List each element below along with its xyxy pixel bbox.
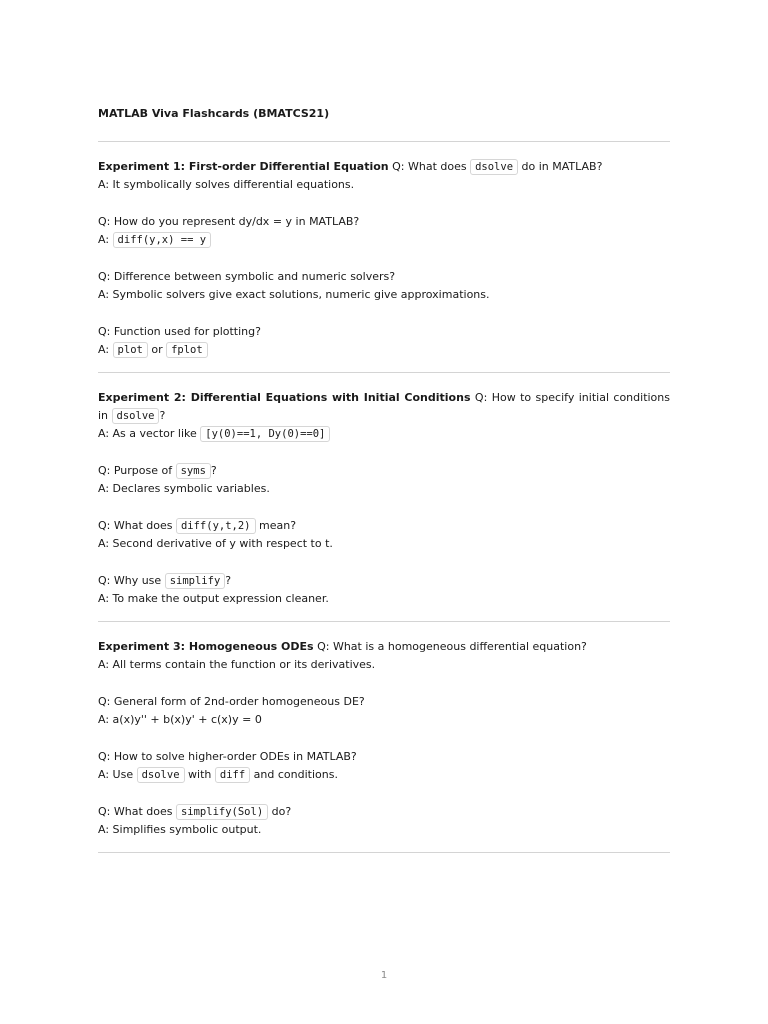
flashcard-answer: A: a(x)y'' + b(x)y' + c(x)y = 0 — [98, 713, 262, 726]
divider — [98, 141, 670, 142]
flashcard-question: Q: Why use simplify ? — [98, 574, 232, 587]
experiment-1-section — [98, 158, 670, 359]
flashcard-question: Q: General form of 2nd-order homogeneous DE? — [98, 695, 365, 708]
flashcard-question: Experiment 1: First-order Differential Equation Q: What does dsolve do in MATLAB? — [98, 160, 603, 173]
divider — [98, 621, 670, 622]
flashcard-answer: A: To make the output expression cleaner. — [98, 592, 329, 605]
inline-code: simplify — [165, 573, 226, 589]
flashcard — [98, 158, 670, 194]
flashcard — [98, 748, 670, 784]
flashcard-question: Q: What does simplify(Sol) do? — [98, 805, 292, 818]
flashcard — [98, 268, 670, 304]
divider — [98, 372, 670, 373]
inline-code: [y(0)==1, Dy(0)==0] — [200, 426, 330, 442]
experiment-2-section — [98, 389, 670, 608]
flashcard — [98, 389, 670, 443]
flashcard-answer: A: plot or fplot — [98, 341, 670, 359]
experiment-title: Experiment 2: Differential Equations with Initial Conditions — [98, 391, 471, 404]
flashcard — [98, 638, 670, 674]
experiment-title: Experiment 3: Homogeneous ODEs — [98, 640, 314, 653]
flashcard-question: Experiment 3: Homogeneous ODEs Q: What is a homogeneous differential equation? — [98, 640, 587, 653]
flashcard — [98, 213, 670, 249]
inline-code: diff(y,t,2) — [176, 518, 256, 534]
flashcard-answer: A: Simplifies symbolic output. — [98, 823, 262, 836]
flashcard-question: Q: Difference between symbolic and numeric solvers? — [98, 270, 396, 283]
divider — [98, 852, 670, 853]
flashcard — [98, 693, 670, 729]
document-title: MATLAB Viva Flashcards (BMATCS21) — [98, 107, 330, 120]
flashcard-answer: A: Second derivative of y with respect to t. — [98, 537, 333, 550]
flashcard-question: Q: Function used for plotting? — [98, 325, 261, 338]
flashcard — [98, 517, 670, 553]
flashcard — [98, 462, 670, 498]
inline-code: diff — [215, 767, 250, 783]
flashcard-answer: A: Declares symbolic variables. — [98, 482, 270, 495]
flashcard — [98, 572, 670, 608]
inline-code: simplify(Sol) — [176, 804, 268, 820]
experiment-3-section — [98, 638, 670, 839]
flashcard — [98, 323, 670, 359]
flashcard-answer: A: As a vector like [y(0)==1, Dy(0)==0] — [98, 425, 670, 443]
flashcard-question: Q: Purpose of syms ? — [98, 464, 217, 477]
flashcard-answer: A: Use dsolve with diff and conditions. — [98, 768, 338, 781]
inline-code: syms — [176, 463, 211, 479]
inline-code: plot — [113, 342, 148, 358]
flashcard-answer: A: Symbolic solvers give exact solutions, numeric give approximations. — [98, 288, 490, 301]
flashcard-question: Q: How to solve higher-order ODEs in MATLAB? — [98, 750, 357, 763]
flashcard-question: Q: How do you represent dy/dx = y in MATLAB? — [98, 215, 360, 228]
document-page — [98, 100, 670, 869]
page-number: 1 — [380, 970, 388, 981]
flashcard-answer: A: All terms contain the function or its derivatives. — [98, 658, 376, 671]
experiment-title: Experiment 1: First-order Differential Equation — [98, 160, 389, 173]
flashcard-question: Experiment 2: Differential Equations with Initial Conditions Q: How to specify initial conditions in dsolve ? — [98, 391, 670, 422]
inline-code: dsolve — [470, 159, 518, 175]
inline-code: dsolve — [112, 408, 160, 424]
inline-code: dsolve — [137, 767, 185, 783]
flashcard — [98, 803, 670, 839]
inline-code: fplot — [166, 342, 208, 358]
flashcard-answer: A: It symbolically solves differential equations. — [98, 178, 355, 191]
inline-code: diff(y,x) == y — [113, 232, 212, 248]
flashcard-answer: A: diff(y,x) == y — [98, 231, 670, 249]
flashcard-question: Q: What does diff(y,t,2) mean? — [98, 519, 297, 532]
